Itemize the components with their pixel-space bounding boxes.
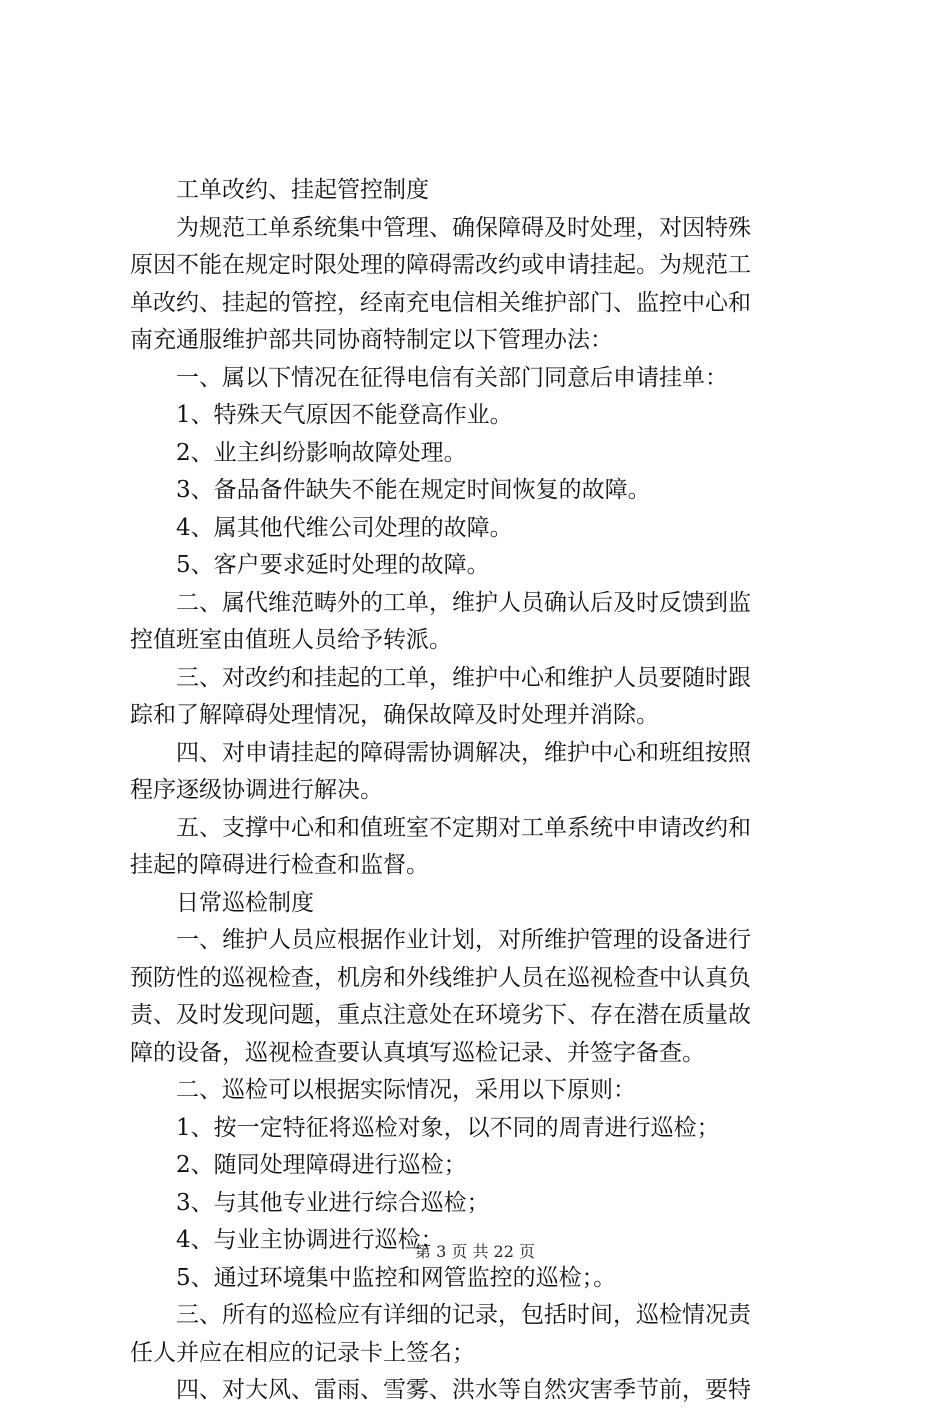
list-item: 5、客户要求延时处理的故障。: [176, 552, 490, 578]
paragraph-line: 三、所有的巡检应有详细的记录，包括时间，巡检情况责: [176, 1302, 751, 1328]
paragraph-line: 挂起的障碍进行检查和监督。: [130, 852, 429, 878]
paragraph-line: 踪和了解障碍处理情况，确保故障及时处理并消除。: [130, 702, 659, 728]
list-item: 4、与业主协调进行巡检；: [176, 1227, 444, 1253]
paragraph-line: 五、支撑中心和和值班室不定期对工单系统中申请改约和: [176, 814, 751, 841]
list-item: 1、特殊天气原因不能登高作业。: [176, 402, 513, 428]
paragraph-line: 责、及时发现问题，重点注意处在环境劣下、存在潜在质量故: [130, 1002, 751, 1028]
paragraph-line: 单改约、挂起的管控，经南充电信相关维护部门、监控中心和: [130, 289, 751, 316]
section-title: 日常巡检制度: [176, 889, 314, 916]
list-item: 3、与其他专业进行综合巡检；: [176, 1189, 490, 1216]
list-item: 2、随同处理障碍进行巡检；: [176, 1152, 467, 1178]
page-number: 第 3 页 共 22 页: [415, 1242, 535, 1261]
paragraph-line: 南充通服维护部共同协商特制定以下管理办法：: [130, 327, 613, 353]
list-item: 3、备品备件缺失不能在规定时间恢复的故障。: [176, 477, 651, 503]
paragraph-line: 为规范工单系统集中管理、确保障碍及时处理，对因特殊: [176, 214, 751, 241]
paragraph-line: 预防性的巡视检查，机房和外线维护人员在巡视检查中认真负: [130, 964, 751, 991]
document-body: [130, 172, 830, 1410]
list-item: 1、按一定特征将巡检对象，以不同的周青进行巡检；: [176, 1114, 720, 1141]
paragraph-line: 原因不能在规定时限处理的障碍需改约或申请挂起。为规范工: [130, 252, 751, 278]
list-item: 5、通过环境集中监控和网管监控的巡检；。: [176, 1264, 617, 1291]
section-title: 工单改约、挂起管控制度: [176, 177, 429, 203]
paragraph-line: 一、维护人员应根据作业计划，对所维护管理的设备进行: [176, 927, 751, 953]
paragraph-line: 二、属代维范畴外的工单，维护人员确认后及时反馈到监: [176, 589, 751, 616]
paragraph-line: 二、巡检可以根据实际情况，采用以下原则：: [176, 1077, 636, 1103]
paragraph-line: 控值班室由值班人员给予转派。: [130, 627, 452, 653]
list-item: 4、属其他代维公司处理的故障。: [176, 514, 513, 541]
paragraph-line: 四、对申请挂起的障碍需协调解决，维护中心和班组按照: [176, 739, 751, 766]
list-item: 2、业主纠纷影响故障处理。: [176, 439, 467, 466]
paragraph-line: 三、对改约和挂起的工单，维护中心和维护人员要随时跟: [176, 664, 751, 691]
paragraph-line: 程序逐级协调进行解决。: [130, 777, 383, 803]
paragraph-line: 任人并应在相应的记录卡上签名；: [130, 1339, 475, 1366]
paragraph-line: 一、属以下情况在征得电信有关部门同意后申请挂单：: [176, 364, 728, 391]
paragraph-line: 障的设备，巡视检查要认真填写巡检记录、并签字备查。: [130, 1039, 705, 1066]
paragraph-line: 四、对大风、雷雨、雪雾、洪水等自然灾害季节前，要特: [176, 1377, 751, 1403]
